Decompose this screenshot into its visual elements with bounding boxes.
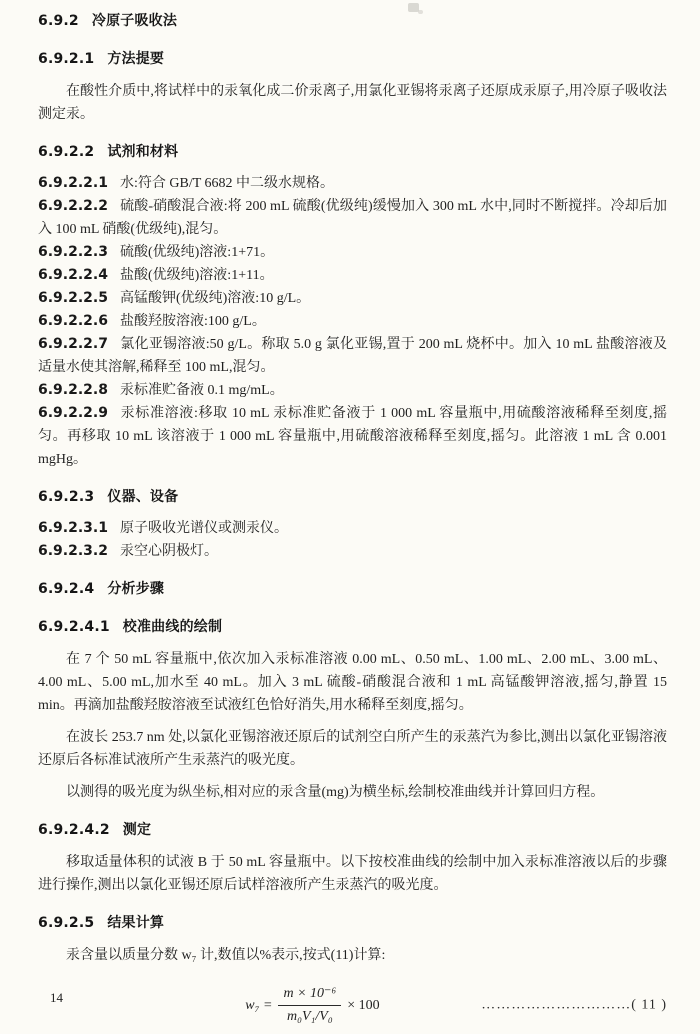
section-number: 6.9.2.4.1: [38, 619, 110, 635]
clause-text: 汞标准贮备液 0.1 mg/mL。: [119, 383, 284, 398]
section-title: 校准曲线的绘制: [122, 619, 223, 635]
clause-text: 硫酸(优级纯)溶液:1+71。: [119, 245, 275, 260]
section-number: 6.9.2.5: [38, 915, 95, 931]
formula-expression: [245, 984, 379, 1027]
section-heading: [38, 616, 667, 639]
section-title: 结果计算: [107, 915, 165, 931]
section-heading: [38, 912, 667, 935]
clause-text: 原子吸收光谱仪或测汞仪。: [119, 521, 288, 536]
clause: [38, 195, 667, 241]
section-number: 6.9.2.3: [38, 489, 95, 505]
section-title: 试剂和材料: [107, 144, 179, 160]
clause-text: 汞标准溶液:移取 10 mL 汞标准贮备液于 1 000 mL 容量瓶中,用硫酸溶液稀释至刻度,摇匀。再移取 10 mL 该溶液于 1 000 mL 容量瓶中,用硫酸溶液稀释至刻度,摇匀。此溶液 1 mL 含 0.001 mgHg。: [38, 406, 667, 467]
section-title: 冷原子吸收法: [91, 13, 178, 29]
section-heading: [38, 141, 667, 164]
section-heading: [38, 819, 667, 842]
clause: [38, 241, 667, 264]
formula-fraction: [278, 984, 341, 1027]
clause-number: 6.9.2.3.1: [38, 520, 108, 536]
clause-number: 6.9.2.2.1: [38, 175, 108, 191]
paragraph: 汞含量以质量分数 w₇ 计,数值以%表示,按式(11)计算:: [66, 948, 386, 963]
clause-number: 6.9.2.2.9: [38, 405, 108, 421]
paragraph: 在波长 253.7 nm 处,以氯化亚锡溶液还原后的试剂空白所产生的汞蒸汽为参比,测出以氯化亚锡溶液还原后各标准试液所产生汞蒸汽的吸光度。: [38, 730, 667, 768]
clause-number: 6.9.2.3.2: [38, 543, 108, 559]
clause: [38, 310, 667, 333]
clause: [38, 402, 667, 471]
section-title: 方法提要: [107, 51, 165, 67]
clause-number: 6.9.2.2.2: [38, 198, 108, 214]
paragraph: 在 7 个 50 mL 容量瓶中,依次加入汞标准溶液 0.00 mL、0.50 mL、1.00 mL、2.00 mL、3.00 mL、4.00 mL、5.00 mL,加水至 40 mL。加入 3 mL 硫酸-硝酸混合液和 1 mL 高锰酸钾溶液,摇匀,静置 15 min。再滴加盐酸羟胺溶液至试液红色恰好消失,用水稀释至刻度,摇匀。: [38, 652, 667, 713]
clause: [38, 540, 667, 563]
clause-text: 硫酸-硝酸混合液:将 200 mL 硫酸(优级纯)缓慢加入 300 mL 水中,同时不断搅拌。冷却后加入 100 mL 硝酸(优级纯),混匀。: [38, 199, 667, 237]
section-heading: [38, 10, 667, 33]
section-number: 6.9.2.4: [38, 581, 95, 597]
section-number: 6.9.2.4.2: [38, 822, 110, 838]
formula-suffix: × 100: [347, 997, 380, 1013]
section-title: 测定: [122, 822, 152, 838]
formula-numerator: m × 10⁻⁶: [278, 984, 341, 1006]
page-number: 14: [50, 990, 63, 1005]
clause-text: 高锰酸钾(优级纯)溶液:10 g/L。: [119, 291, 311, 306]
clause: [38, 264, 667, 287]
clause: [38, 333, 667, 379]
clause-number: 6.9.2.2.5: [38, 290, 108, 306]
clause-number: 6.9.2.2.3: [38, 244, 108, 260]
clause-number: 6.9.2.2.4: [38, 267, 108, 283]
clause-text: 氯化亚锡溶液:50 g/L。称取 5.0 g 氯化亚锡,置于 200 mL 烧杯中。加入 10 mL 盐酸溶液及适量水使其溶解,稀释至 100 mL,混匀。: [38, 337, 667, 375]
leader-dots: …………………………: [481, 997, 632, 1013]
paragraph: 移取适量体积的试液 B 于 50 mL 容量瓶中。以下按校准曲线的绘制中加入汞标准溶液以后的步骤进行操作,测出以氯化亚锡还原后试样溶液所产生汞蒸汽的吸光度。: [38, 855, 667, 893]
clause-number: 6.9.2.2.7: [38, 336, 108, 352]
section-heading: [38, 486, 667, 509]
section-number: 6.9.2.2: [38, 144, 95, 160]
section-title: 仪器、设备: [107, 489, 179, 505]
section-number: 6.9.2: [38, 13, 79, 29]
formula-denominator: m₀V₁/V₀: [287, 1008, 333, 1024]
paragraph: 以测得的吸光度为纵坐标,相对应的汞含量(mg)为横坐标,绘制校准曲线并计算回归方程。: [66, 785, 605, 800]
section-number: 6.9.2.1: [38, 51, 95, 67]
equation-number: ( 11 ): [631, 997, 667, 1013]
section-heading: [38, 578, 667, 601]
clause: [38, 287, 667, 310]
clause: [38, 172, 667, 195]
clause: [38, 517, 667, 540]
formula-lhs: w₇ =: [245, 997, 273, 1013]
paragraph: 在酸性介质中,将试样中的汞氧化成二价汞离子,用氯化亚锡将汞离子还原成汞原子,用冷原子吸收法测定汞。: [38, 84, 667, 122]
clause-number: 6.9.2.2.6: [38, 313, 108, 329]
clause-text: 汞空心阴极灯。: [119, 544, 218, 559]
section-title: 分析步骤: [107, 581, 165, 597]
clause-number: 6.9.2.2.8: [38, 382, 108, 398]
equation-leader: [481, 994, 667, 1017]
clause-text: 盐酸羟胺溶液:100 g/L。: [119, 314, 266, 329]
clause-text: 水:符合 GB/T 6682 中二级水规格。: [119, 176, 335, 191]
clause-text: 盐酸(优级纯)溶液:1+11。: [119, 268, 274, 283]
document-body: [38, 8, 667, 1034]
section-heading: [38, 48, 667, 71]
formula: [38, 981, 667, 1029]
clause: [38, 379, 667, 402]
